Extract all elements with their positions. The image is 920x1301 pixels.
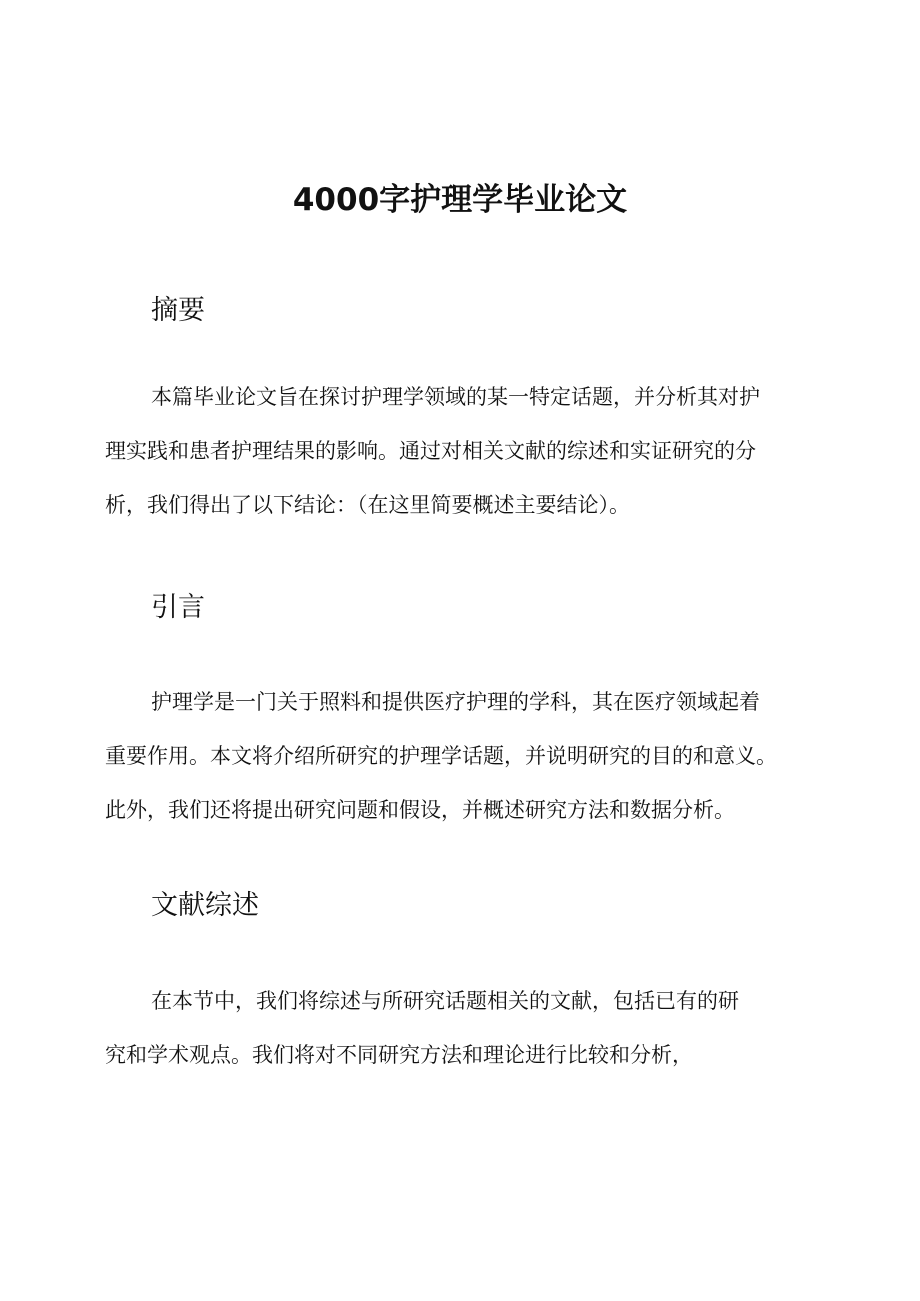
section-paragraph-abstract (105, 370, 822, 532)
paragraph-line: 析，我们得出了以下结论：（在这里简要概述主要结论）。 (105, 493, 630, 517)
paragraph-line: 理实践和患者护理结果的影响。通过对相关文献的综述和实证研究的分 (105, 439, 756, 463)
section-heading-abstract: 摘要 (151, 295, 205, 326)
section-heading-introduction: 引言 (151, 592, 205, 623)
paragraph-line: 重要作用。本文将介绍所研究的护理学话题，并说明研究的目的和意义。 (105, 744, 777, 768)
document-title: 4000字护理学毕业论文 (292, 182, 628, 218)
section-heading-literature-review: 文献综述 (151, 890, 259, 921)
paragraph-line: 本篇毕业论文旨在探讨护理学领域的某一特定话题，并分析其对护 (151, 385, 760, 409)
paragraph-line: 在本节中，我们将综述与所研究话题相关的文献，包括已有的研 (151, 989, 739, 1013)
paragraph-line: 护理学是一门关于照料和提供医疗护理的学科，其在医疗领域起着 (151, 690, 760, 714)
section-paragraph-introduction (105, 675, 822, 837)
paragraph-line: 究和学术观点。我们将对不同研究方法和理论进行比较和分析， (105, 1043, 693, 1067)
paragraph-line: 此外，我们还将提出研究问题和假设，并概述研究方法和数据分析。 (105, 798, 735, 822)
section-paragraph-literature-review (105, 974, 822, 1082)
